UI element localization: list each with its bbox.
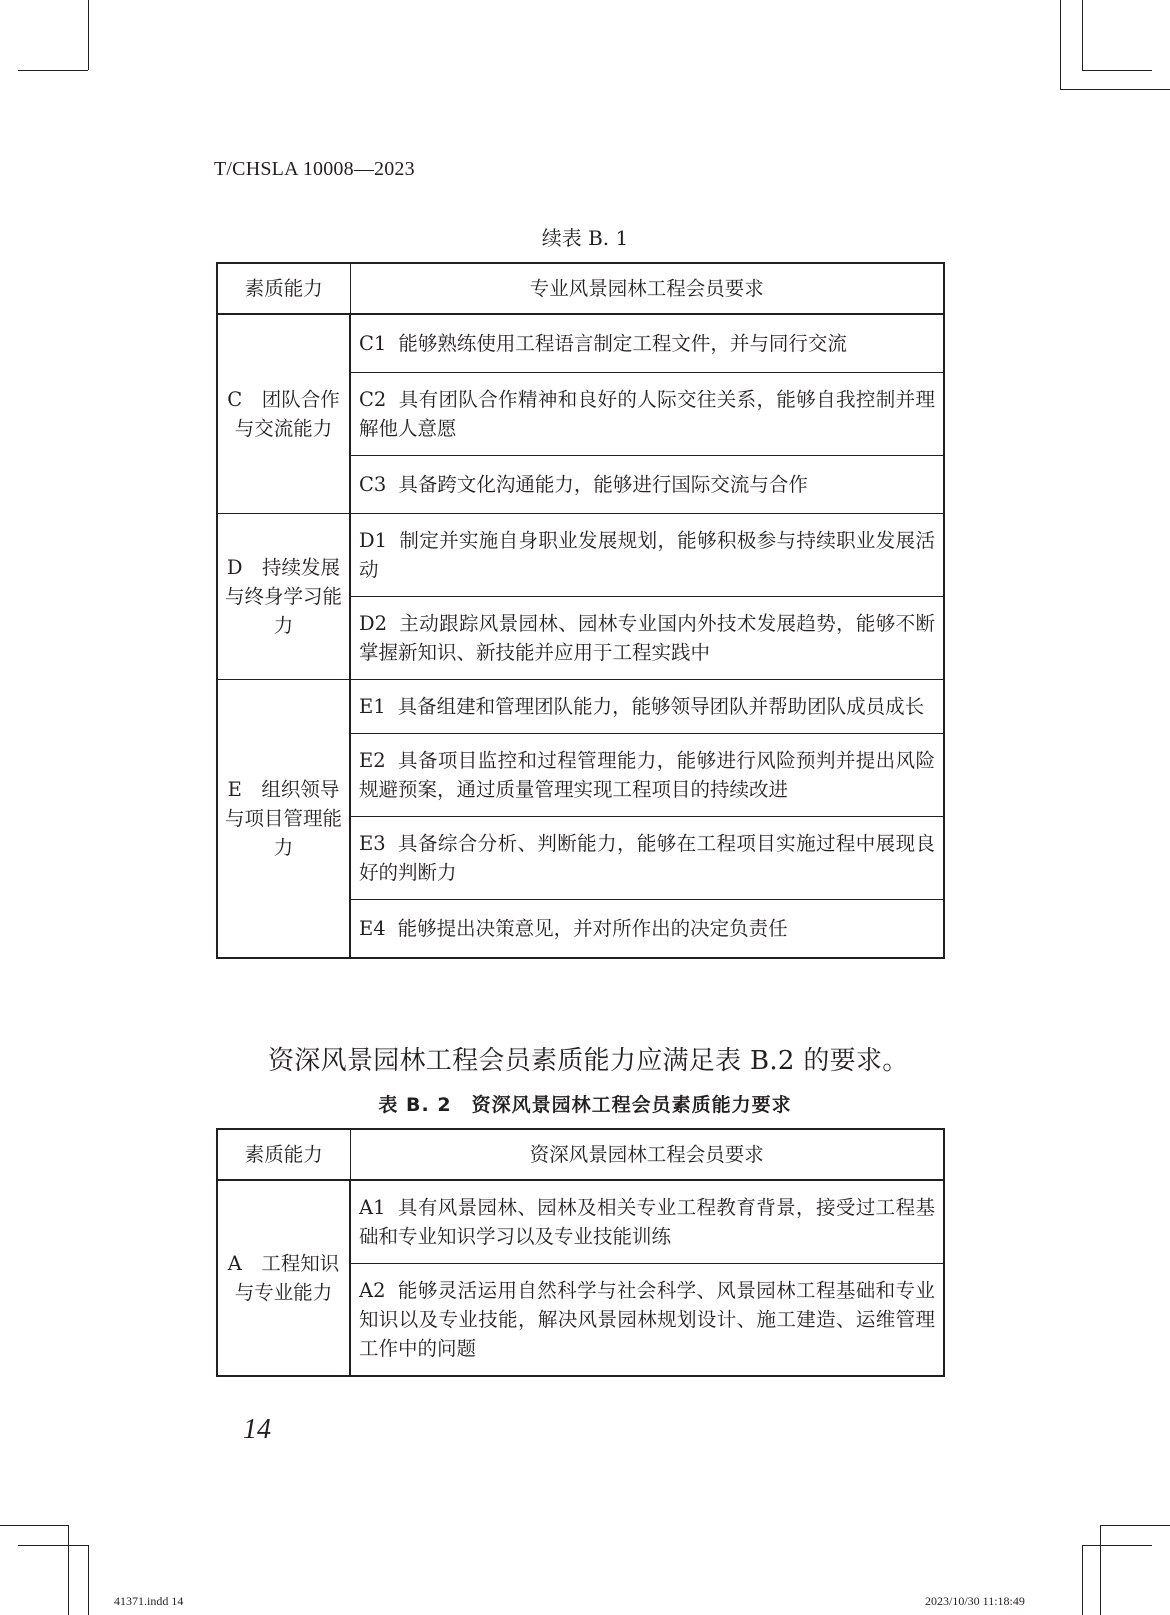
table-header-row xyxy=(217,263,944,314)
requirement-code: D2 xyxy=(359,612,388,635)
requirement-code: E1 xyxy=(359,695,386,718)
table-row xyxy=(217,680,944,734)
table-row xyxy=(217,514,944,597)
table-row xyxy=(217,314,944,373)
table-b1-caption: 续表 B. 1 xyxy=(541,226,629,250)
crop-mark xyxy=(1100,1525,1170,1526)
category-cell: E 组织领导与项目管理能力 xyxy=(217,680,350,959)
crop-mark xyxy=(1060,0,1061,90)
standard-code: T/CHSLA 10008—2023 xyxy=(214,158,415,180)
requirement-text: 制定并实施自身职业发展规划，能够积极参与持续职业发展活动 xyxy=(359,529,935,581)
requirement-code: E4 xyxy=(359,917,386,940)
requirement-cell xyxy=(350,817,944,900)
requirement-cell xyxy=(350,456,944,514)
table-b2-caption: 表 B. 2 资深风景园林工程会员素质能力要求 xyxy=(378,1094,792,1116)
requirement-code: C1 xyxy=(359,332,387,355)
category-cell: D 持续发展与终身学习能力 xyxy=(217,514,350,680)
requirement-cell xyxy=(350,314,944,373)
requirement-text: 主动跟踪风景园林、园林专业国内外技术发展趋势，能够不断掌握新知识、新技能并应用于工程实践中 xyxy=(359,612,935,664)
body-paragraph: 资深风景园林工程会员素质能力应满足表 B.2 的要求。 xyxy=(268,1046,909,1076)
slug-file-info: 41371.indd 14 xyxy=(114,1594,184,1608)
crop-mark xyxy=(18,1545,88,1546)
requirement-cell xyxy=(350,373,944,456)
crop-mark xyxy=(1082,1545,1083,1615)
crop-mark xyxy=(88,0,89,70)
requirement-text: 能够灵活运用自然科学与社会科学、风景园林工程基础和专业知识以及专业技能，解决风景园林规划设计、施工建造、运维管理工作中的问题 xyxy=(359,1279,935,1360)
crop-mark xyxy=(1060,89,1170,90)
table-header-row xyxy=(217,1129,944,1180)
requirement-code: C3 xyxy=(359,473,387,496)
requirement-code: E3 xyxy=(359,832,386,855)
page-number: 14 xyxy=(243,1414,271,1445)
requirement-text: 具有风景园林、园林及相关专业工程教育背景，接受过工程基础和专业知识学习以及专业技能训练 xyxy=(359,1196,935,1248)
crop-mark xyxy=(1082,1545,1152,1546)
table-b2 xyxy=(216,1128,945,1377)
requirement-cell xyxy=(350,734,944,817)
category-cell: A 工程知识与专业能力 xyxy=(217,1180,350,1376)
requirement-code: A1 xyxy=(359,1196,386,1219)
requirement-cell xyxy=(350,900,944,959)
requirement-text: 能够提出决策意见，并对所作出的决定负责任 xyxy=(397,917,788,940)
requirement-text: 能够熟练使用工程语言制定工程文件，并与同行交流 xyxy=(398,332,847,355)
slug-timestamp: 2023/10/30 11:18:49 xyxy=(925,1594,1025,1608)
crop-mark xyxy=(88,1545,89,1615)
requirement-text: 具备跨文化沟通能力，能够进行国际交流与合作 xyxy=(398,473,808,496)
requirement-text: 具备综合分析、判断能力，能够在工程项目实施过程中展现良好的判断力 xyxy=(359,832,935,884)
requirement-cell xyxy=(350,1180,944,1264)
table-row xyxy=(217,1180,944,1264)
column-header-category: 素质能力 xyxy=(217,1129,350,1180)
requirement-cell xyxy=(350,514,944,597)
column-header-category: 素质能力 xyxy=(217,263,350,314)
requirement-cell xyxy=(350,1264,944,1377)
requirement-text: 具有团队合作精神和良好的人际交往关系，能够自我控制并理解他人意愿 xyxy=(359,388,935,440)
requirement-text: 具备组建和管理团队能力，能够领导团队并帮助团队成员成长 xyxy=(397,695,925,718)
column-header-requirement: 专业风景园林工程会员要求 xyxy=(350,263,944,314)
crop-mark xyxy=(1082,70,1152,71)
crop-mark xyxy=(1082,0,1083,70)
requirement-code: C2 xyxy=(359,388,387,411)
requirement-cell xyxy=(350,597,944,680)
table-b1 xyxy=(216,262,945,959)
column-header-requirement: 资深风景园林工程会员要求 xyxy=(350,1129,944,1180)
crop-mark xyxy=(1100,1525,1101,1615)
crop-mark xyxy=(0,1525,68,1526)
crop-mark xyxy=(18,70,88,71)
crop-mark xyxy=(68,1525,69,1615)
requirement-code: E2 xyxy=(359,749,386,772)
requirement-code: D1 xyxy=(359,529,388,552)
requirement-code: A2 xyxy=(359,1279,386,1302)
requirement-cell xyxy=(350,680,944,734)
requirement-text: 具备项目监控和过程管理能力，能够进行风险预判并提出风险规避预案，通过质量管理实现工程项目的持续改进 xyxy=(359,749,935,801)
category-cell: C 团队合作与交流能力 xyxy=(217,314,350,514)
